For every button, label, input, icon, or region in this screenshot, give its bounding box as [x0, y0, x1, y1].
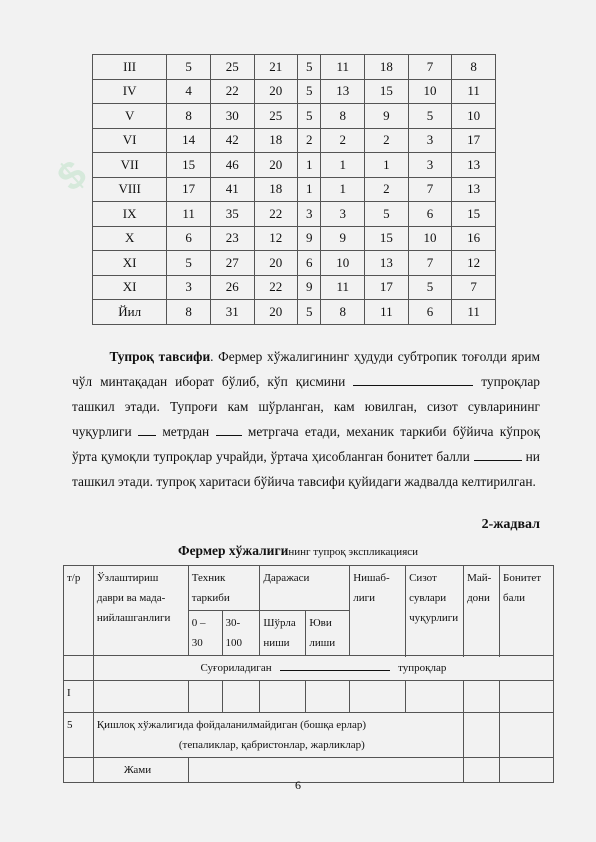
table-cell: 6	[298, 251, 321, 276]
table-cell: 15	[167, 153, 211, 178]
paragraph-text: метргача етади, механик таркиби бўйича кўпроқ ўрта қумоқли тупроқлар учрайди, ўртача ҳисобланган бонитет балли	[72, 424, 540, 464]
table-cell: 4	[167, 79, 211, 104]
table-cell: 2	[298, 128, 321, 153]
irrigated-label-end: тупроқлар	[398, 662, 447, 674]
blank-field	[280, 658, 390, 671]
caption-bold: Фермер хўжалиги	[177, 543, 289, 558]
paragraph-text: . Фермер хўжалигининг ҳудуди субтропик тоғолди ярим чўл минтақадан иборат бўлиб, кўп қисмини	[72, 349, 540, 389]
paragraph-text: тупроқлар ташкил этади. Тупроғи кам шўрланган, кам ювилган, сизот сувларининг чуқурлиги	[72, 374, 540, 439]
header-washed: Юви лиши	[306, 611, 350, 656]
table-cell: 9	[365, 104, 409, 129]
header-number: т/р	[64, 566, 94, 656]
paragraph-heading: Тупроқ тавсифи	[109, 349, 211, 364]
table-cell: 17	[452, 128, 496, 153]
table-cell: 8	[321, 300, 365, 325]
table-cell: 15	[452, 202, 496, 227]
blank-field	[474, 448, 522, 461]
header-tech-0-30: 0 – 30	[188, 611, 222, 656]
empty-cell	[306, 681, 350, 713]
table-cell: 15	[365, 226, 409, 251]
table-cell: 11	[452, 300, 496, 325]
table-cell: 8	[452, 55, 496, 80]
table-row	[93, 128, 496, 153]
table-cell: 16	[452, 226, 496, 251]
other-lands-text: Қишлоқ хўжалигида фойдаланилмайдиган (бошқа ерлар)	[96, 719, 367, 731]
table-cell: 14	[167, 128, 211, 153]
row-label-cell: X	[93, 226, 167, 251]
soil-description-paragraph	[72, 344, 540, 494]
irrigated-label: Суғориладиган	[200, 662, 272, 674]
header-period: Ўзлаштириш даври ва мада-нийлашганлиги	[93, 566, 188, 656]
header-degree: Даражаси	[260, 566, 350, 611]
blank-field	[353, 373, 473, 386]
table-cell: 3	[321, 202, 365, 227]
empty-cell	[93, 681, 188, 713]
table-cell: 8	[321, 104, 365, 129]
row-label-cell: XI	[93, 275, 167, 300]
table-cell: 13	[452, 177, 496, 202]
table-row	[93, 153, 496, 178]
table-cell: 2	[365, 177, 409, 202]
table-cell: 35	[210, 202, 254, 227]
table-cell: 25	[210, 55, 254, 80]
row-label-cell: IV	[93, 79, 167, 104]
table-cell: 1	[298, 153, 321, 178]
paragraph-text: метрдан	[162, 424, 210, 439]
table-cell: 17	[167, 177, 211, 202]
blank-field	[216, 423, 242, 436]
table-cell: 5	[298, 55, 321, 80]
table-cell: 9	[321, 226, 365, 251]
row-label-cell: VIII	[93, 177, 167, 202]
table-cell: 1	[365, 153, 409, 178]
table-cell: 18	[254, 177, 298, 202]
empty-cell	[350, 681, 406, 713]
table-cell: 13	[365, 251, 409, 276]
table-cell: 26	[210, 275, 254, 300]
table-cell: 5	[167, 55, 211, 80]
row-label-cell: IX	[93, 202, 167, 227]
other-lands-subtext: (тепаликлар, қабристонлар, жарликлар)	[178, 739, 365, 751]
table-cell: 20	[254, 251, 298, 276]
header-bonitet: Бонитет бали	[500, 566, 554, 656]
table-cell: 11	[167, 202, 211, 227]
total-text: Жами	[123, 764, 152, 776]
header-tech-30-100: 30-100	[222, 611, 260, 656]
table-row	[93, 202, 496, 227]
table-cell: 27	[210, 251, 254, 276]
monthly-table	[92, 54, 496, 325]
table-cell: 5	[167, 251, 211, 276]
table-cell: 8	[167, 300, 211, 325]
table-cell: 46	[210, 153, 254, 178]
table-cell: 11	[321, 55, 365, 80]
table-cell: 23	[210, 226, 254, 251]
page-number: 6	[295, 778, 301, 792]
table-cell: 13	[321, 79, 365, 104]
row-label-cell: XI	[93, 251, 167, 276]
table-cell: 5	[298, 79, 321, 104]
table-cell: 7	[452, 275, 496, 300]
table-caption	[0, 543, 596, 559]
table-cell: 20	[254, 300, 298, 325]
table-cell: 21	[254, 55, 298, 80]
row-label-cell: Йил	[93, 300, 167, 325]
header-slope: Нишаб-лиги	[350, 566, 406, 656]
table-row	[93, 226, 496, 251]
table-cell: 12	[254, 226, 298, 251]
empty-cell	[500, 713, 554, 758]
header-technical: Техник таркиби	[188, 566, 260, 611]
table-cell: 6	[408, 300, 452, 325]
soil-explication-table	[63, 565, 554, 783]
table-cell: 20	[254, 79, 298, 104]
header-groundwater: Сизот сувлари чуқурлиги	[406, 566, 464, 656]
row-label-cell: VII	[93, 153, 167, 178]
table-cell: 3	[298, 202, 321, 227]
table-cell: 5	[408, 275, 452, 300]
table-cell: 3	[408, 128, 452, 153]
row-number: 5	[64, 713, 94, 758]
table-cell: 22	[210, 79, 254, 104]
table-cell: 10	[321, 251, 365, 276]
table-cell: 8	[167, 104, 211, 129]
table-reference: 2-жадвал	[481, 517, 540, 532]
empty-cell	[464, 713, 500, 758]
table-cell: 18	[365, 55, 409, 80]
table-cell: 1	[321, 153, 365, 178]
table-cell: 22	[254, 275, 298, 300]
table-cell: 10	[408, 79, 452, 104]
other-lands-cell	[93, 713, 463, 758]
table-cell: 1	[321, 177, 365, 202]
table-row	[93, 55, 496, 80]
row-label-cell: VI	[93, 128, 167, 153]
table-cell: 6	[408, 202, 452, 227]
table-cell: 7	[408, 177, 452, 202]
table-row	[93, 104, 496, 129]
empty-cell	[406, 681, 464, 713]
row-number: I	[64, 681, 94, 713]
table-cell: 13	[452, 153, 496, 178]
table-cell: 2	[321, 128, 365, 153]
table-cell: 3	[408, 153, 452, 178]
table-row	[93, 79, 496, 104]
row-label-cell: V	[93, 104, 167, 129]
empty-cell	[500, 681, 554, 713]
header-area: Май-дони	[464, 566, 500, 656]
table-cell: 25	[254, 104, 298, 129]
table-cell: 7	[408, 55, 452, 80]
empty-cell	[64, 656, 94, 681]
table-cell: 5	[365, 202, 409, 227]
empty-cell	[464, 681, 500, 713]
table-cell: 9	[298, 226, 321, 251]
table-row	[93, 275, 496, 300]
table-cell: 18	[254, 128, 298, 153]
table-cell: 41	[210, 177, 254, 202]
table-cell: 15	[365, 79, 409, 104]
table-cell: 20	[254, 153, 298, 178]
table-cell: 5	[298, 104, 321, 129]
table-cell: 10	[408, 226, 452, 251]
table-cell: 5	[408, 104, 452, 129]
table-cell: 9	[298, 275, 321, 300]
table-cell: 2	[365, 128, 409, 153]
table-cell: 31	[210, 300, 254, 325]
table-cell: 3	[167, 275, 211, 300]
empty-cell	[260, 681, 306, 713]
table-row	[93, 300, 496, 325]
empty-cell	[222, 681, 260, 713]
table-cell: 17	[365, 275, 409, 300]
table-cell: 42	[210, 128, 254, 153]
table-cell: 5	[298, 300, 321, 325]
table-cell: 10	[452, 104, 496, 129]
table-cell: 11	[365, 300, 409, 325]
row-label-cell: III	[93, 55, 167, 80]
blank-field	[138, 423, 156, 436]
table-cell: 1	[298, 177, 321, 202]
caption-rest: нинг тупроқ экспликацияси	[288, 546, 419, 558]
table-cell: 11	[452, 79, 496, 104]
header-salinity: Шўрла ниши	[260, 611, 306, 656]
watermark: $	[49, 144, 104, 200]
table-cell: 11	[321, 275, 365, 300]
table-row	[93, 177, 496, 202]
table-cell: 6	[167, 226, 211, 251]
table-cell: 22	[254, 202, 298, 227]
paragraph-text: ни ташкил этади. тупроқ харитаси бўйича тавсифи қуйидаги жадвалда келтирилган.	[72, 449, 540, 489]
table-cell: 7	[408, 251, 452, 276]
table-cell: 12	[452, 251, 496, 276]
irrigated-row	[93, 656, 553, 681]
table-row	[93, 251, 496, 276]
empty-cell	[188, 681, 222, 713]
table-cell: 30	[210, 104, 254, 129]
